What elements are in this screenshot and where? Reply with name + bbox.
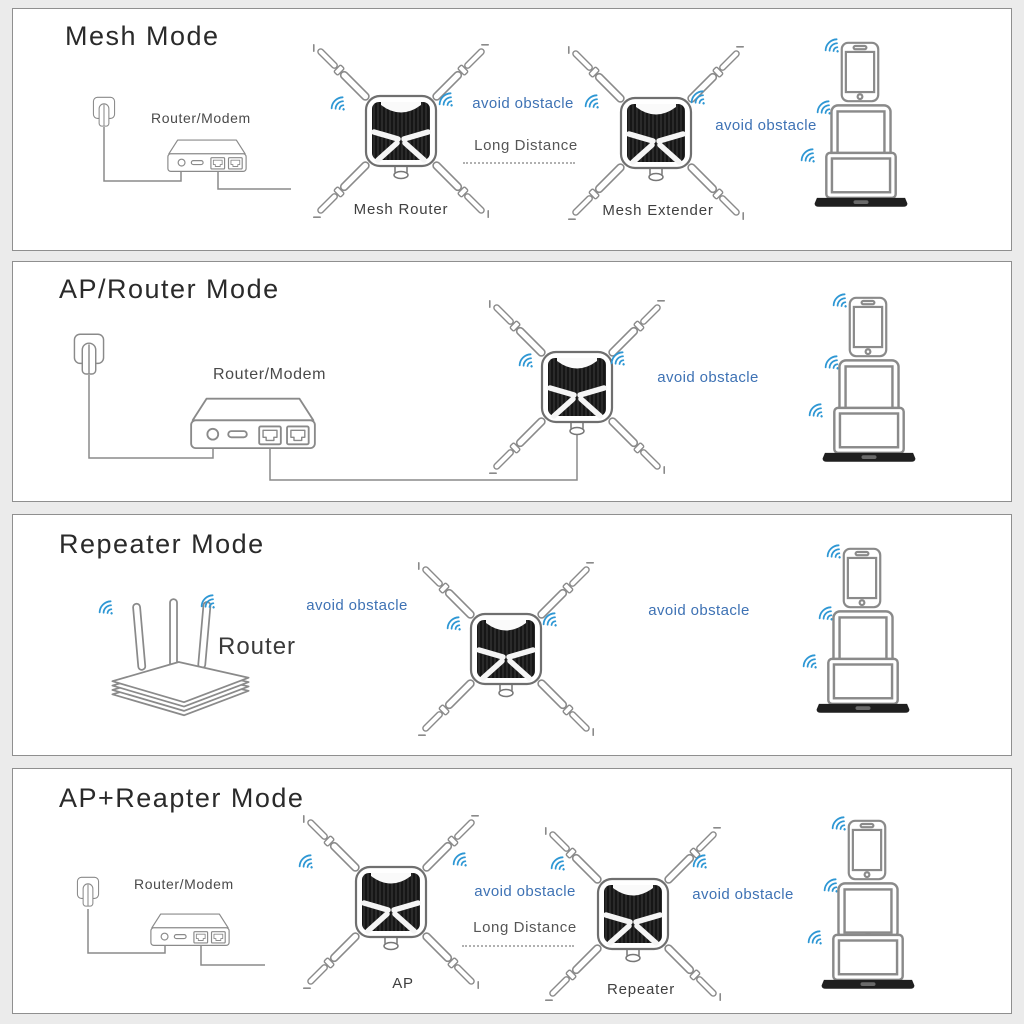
wifi-icon bbox=[451, 849, 473, 871]
panel-title: Mesh Mode bbox=[65, 21, 220, 51]
mesh-extender-label: Mesh Extender bbox=[602, 202, 714, 219]
wifi-icon bbox=[583, 91, 605, 113]
wifi-icon bbox=[329, 93, 351, 115]
modem-label: Router/Modem bbox=[151, 110, 251, 126]
panel-mesh-mode bbox=[12, 8, 1012, 251]
mesh-router-label: Mesh Router bbox=[353, 201, 449, 218]
wifi-icon bbox=[297, 851, 319, 873]
panel-ap-router-mode bbox=[12, 261, 1012, 502]
wifi-icon bbox=[517, 350, 539, 372]
power-plug-icon bbox=[75, 875, 101, 917]
panel-title: Repeater Mode bbox=[59, 529, 265, 559]
laptop-icon bbox=[821, 406, 917, 466]
long-distance-text: Long Distance bbox=[474, 137, 578, 154]
avoid-obstacle-text: avoid obstacle bbox=[657, 369, 759, 386]
wifi-icon bbox=[199, 591, 221, 613]
avoid-obstacle-text: avoid obstacle bbox=[715, 117, 817, 134]
ap-device-icon bbox=[291, 802, 491, 1002]
modem-label: Router/Modem bbox=[213, 366, 327, 383]
wifi-icon bbox=[691, 851, 713, 873]
router-modem-icon bbox=[163, 137, 251, 174]
router-label: Router bbox=[218, 633, 297, 660]
router-modem-icon bbox=[146, 911, 234, 948]
panel-repeater-mode bbox=[12, 514, 1012, 756]
power-plug-icon bbox=[91, 95, 117, 137]
router-modem-icon bbox=[183, 394, 323, 452]
wifi-icon bbox=[609, 348, 631, 370]
wifi-icon bbox=[437, 89, 459, 111]
access-point-icon bbox=[477, 287, 677, 487]
ap-label: AP bbox=[392, 975, 414, 992]
smartphone-icon bbox=[839, 41, 881, 103]
avoid-obstacle-text: avoid obstacle bbox=[472, 95, 574, 112]
wifi-icon bbox=[541, 609, 563, 631]
modem-label: Router/Modem bbox=[134, 876, 234, 892]
avoid-obstacle-text: avoid obstacle bbox=[306, 597, 408, 614]
avoid-obstacle-text: avoid obstacle bbox=[648, 602, 750, 619]
wifi-icon bbox=[689, 87, 711, 109]
repeater-label: Repeater bbox=[606, 981, 676, 998]
smartphone-icon bbox=[841, 547, 883, 609]
avoid-obstacle-text: avoid obstacle bbox=[474, 883, 576, 900]
long-distance-text: Long Distance bbox=[473, 919, 577, 936]
smartphone-icon bbox=[847, 296, 889, 358]
wifi-icon bbox=[549, 853, 571, 875]
avoid-obstacle-text: avoid obstacle bbox=[692, 886, 794, 903]
laptop-icon bbox=[820, 933, 916, 993]
power-plug-icon bbox=[71, 332, 107, 388]
panel-ap-repeater-mode bbox=[12, 768, 1012, 1014]
tablet-icon bbox=[836, 881, 900, 941]
panel-title: AP/Router Mode bbox=[59, 274, 280, 304]
laptop-icon bbox=[815, 657, 911, 717]
wifi-icon bbox=[445, 613, 467, 635]
repeater-device-icon bbox=[406, 549, 606, 749]
panel-title: AP+Reapter Mode bbox=[59, 783, 305, 813]
laptop-icon bbox=[813, 151, 909, 211]
smartphone-icon bbox=[846, 819, 888, 881]
wifi-icon bbox=[97, 597, 119, 619]
